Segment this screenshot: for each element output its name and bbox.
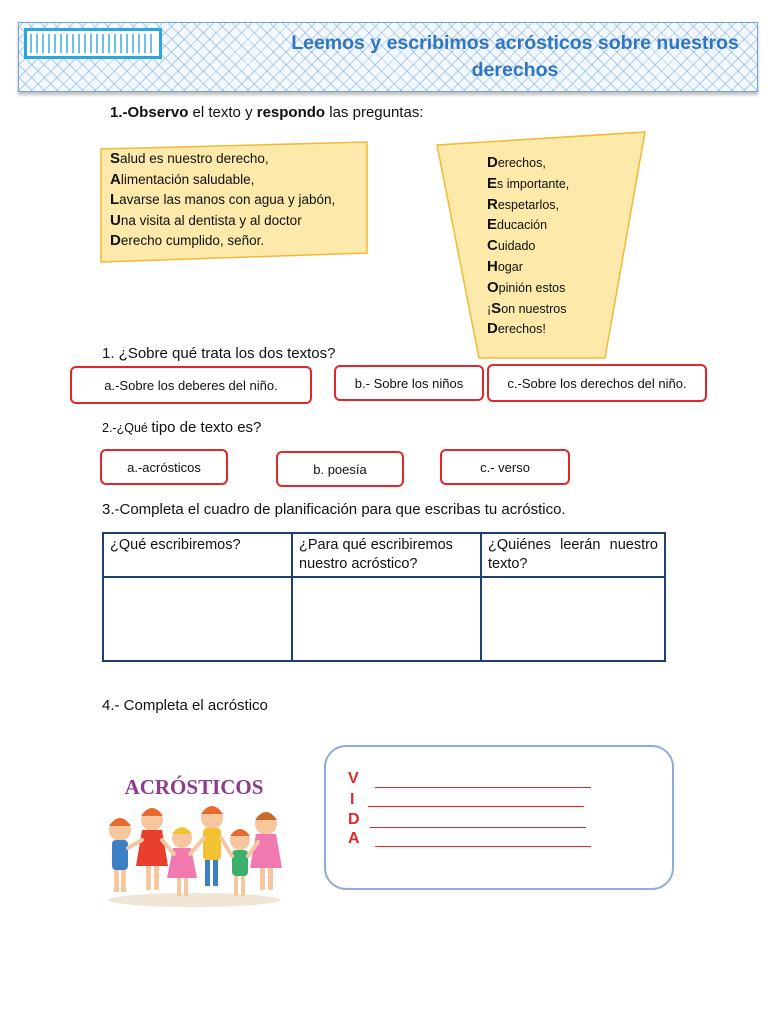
acrostic-letter-d: D [348, 811, 360, 828]
header-badge [24, 28, 162, 59]
poem-line: Derecho cumplido, señor. [110, 232, 265, 250]
acrostic-letter-v: V [348, 770, 359, 787]
poem-line: Educación [487, 216, 548, 234]
question-acrostic: 4.- Completa el acróstico [102, 697, 268, 714]
poem-line: Salud es nuestro derecho, [110, 150, 269, 167]
question-type: 2.-¿Qué tipo de texto es? [102, 419, 262, 436]
acrostic-letter-a: A [348, 830, 360, 847]
poem-line: Hogar [487, 257, 523, 275]
planning-table [102, 532, 666, 662]
table-header-para-que: ¿Para qué escribiremos nuestro acróstico? [292, 533, 481, 577]
poem-line: Lavarse las manos con agua y jabón, [110, 191, 336, 209]
acrostic-line-a[interactable] [375, 846, 591, 847]
poem-line: Es importante, [487, 174, 570, 192]
acrostic-answer-box [324, 745, 674, 890]
poem-line: Alimentación saludable, [110, 170, 255, 188]
poem-line: Derechos! [487, 320, 546, 338]
poem-line: Respetarlos, [487, 195, 559, 213]
option-topic-a[interactable]: a.-Sobre los deberes del niño. [70, 366, 312, 404]
poem-derechos-box [436, 131, 646, 359]
acrostic-letter-i: I [350, 791, 355, 808]
poem-salud-lines [110, 149, 335, 252]
acrostic-line-i[interactable] [368, 806, 584, 807]
poem-line: Opinión estos [487, 278, 566, 296]
option-topic-c[interactable]: c.-Sobre los derechos del niño. [487, 364, 707, 402]
poem-line: Una visita al dentista y al doctor [110, 211, 302, 229]
table-cell-que[interactable] [103, 577, 292, 661]
section1-instruction: 1.-Observo el texto y respondo las preguntas: [110, 104, 424, 121]
page-title: Leemos y escribimos acrósticos sobre nuestros derechos [291, 32, 739, 81]
acrostic-line-v[interactable] [375, 787, 591, 788]
question-plan: 3.-Completa el cuadro de planificación para que escribas tu acróstico. [102, 501, 566, 518]
table-header-que: ¿Qué escribiremos? [103, 533, 292, 577]
poem-salud-box [100, 141, 368, 261]
option-type-c[interactable]: c.- verso [440, 449, 570, 485]
acrosticos-illustration [100, 768, 288, 914]
table-cell-para-que[interactable] [292, 577, 481, 661]
poem-line: Derechos, [487, 154, 546, 171]
option-type-a[interactable]: a.-acrósticos [100, 449, 228, 485]
illustration-title: ACRÓSTICOS [124, 775, 264, 799]
acrostic-line-d[interactable] [370, 827, 586, 828]
table-cell-quienes[interactable] [481, 577, 665, 661]
option-topic-b[interactable]: b.- Sobre los niños [334, 365, 484, 401]
poem-derechos-lines [487, 153, 569, 340]
question-topic: 1. ¿Sobre qué trata los dos textos? [102, 345, 336, 362]
poem-line: Cuidado [487, 237, 536, 255]
table-header-quienes: ¿Quiénes leerán nuestro texto? [481, 533, 665, 577]
poem-line: ¡Son nuestros [487, 299, 567, 317]
option-type-b[interactable]: b. poesía [276, 451, 404, 487]
